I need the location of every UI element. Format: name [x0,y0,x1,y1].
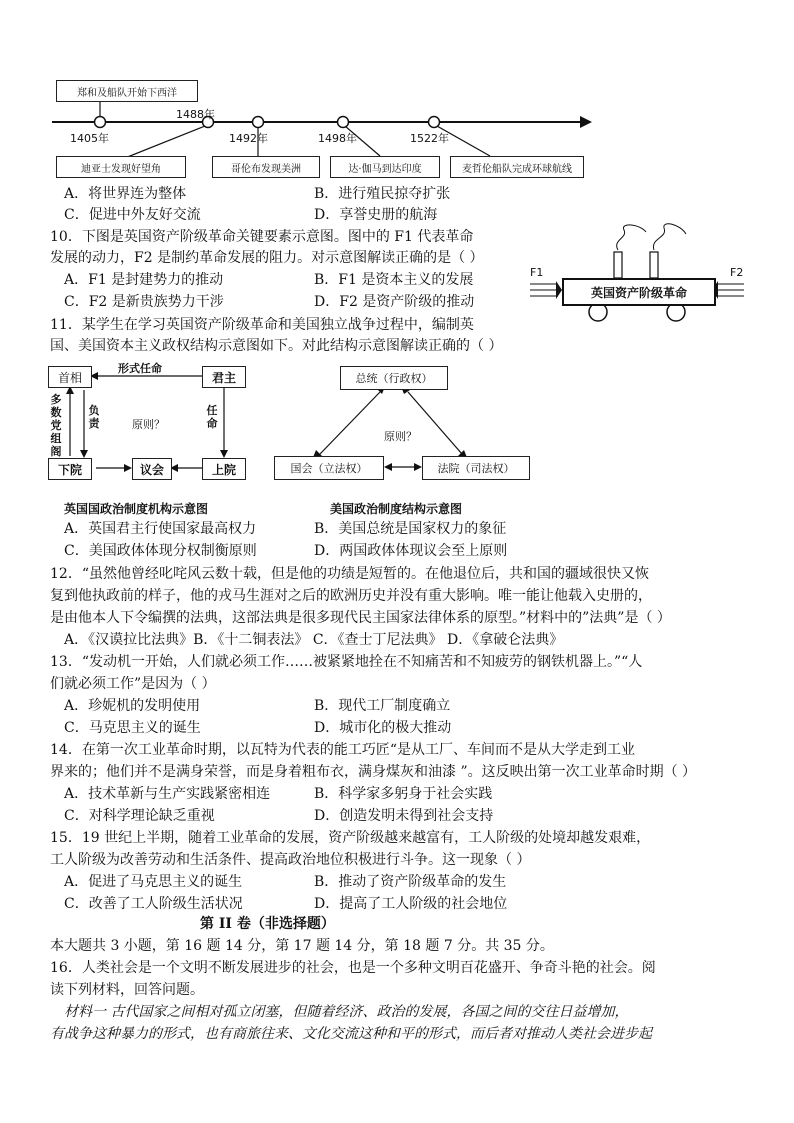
q16-line-2: 读下列材料，回答问题。 [50,982,204,998]
timeline-year-1522: 1522年 [410,132,449,145]
q15-option-d: D．提高了工人阶级的社会地位 [314,896,508,912]
q11-uk-appoint: 任命 [206,404,218,430]
q11-uk-principle: 原则？ [132,418,165,431]
q16-line-1: 16．人类社会是一个文明不断发展进步的社会，也是一个多种文明百花盛开、争奇斗艳的社会。阅 [50,960,656,976]
q11-uk-pm-box: 首相 [48,366,92,388]
q10-option-a: A．F1 是封建势力的推动 [64,272,224,288]
q10-option-b: B．F1 是资本主义的发展 [314,272,474,288]
q11-option-a: A．英国君主行使国家最高权力 [64,521,257,537]
q11-option-d: D．两国政体体现议会至上原则 [314,543,508,559]
q11-uk-majority-party: 多数党组阁 [50,393,62,458]
q11-uk-lower-box: 下院 [48,458,92,480]
q14-line-1: 14．在第一次工业革命时期，以瓦特为代表的能工巧匠“是从工厂、车间而不是从大学走到工业 [50,742,635,758]
q11-us-congress-box: 国会（立法权） [274,456,384,480]
q15-line-1: 15．19 世纪上半期，随着工业革命的发展，资产阶级越来越富有，工人阶级的处境却越发艰难， [50,830,651,846]
q9-option-c: C．促进中外友好交流 [64,207,201,223]
q12-options: A．《汉谟拉比法典》B．《十二铜表法》 C．《查士丁尼法典》 D．《拿破仑法典》 [64,632,564,648]
section-2-title: 第 II 卷（非选择题） [200,916,335,932]
q11-us-principle: 原则？ [384,430,417,443]
q11-option-b: B．美国总统是国家权力的象征 [314,521,507,537]
section-2-note: 本大题共 3 小题，第 16 题 14 分，第 17 题 14 分，第 18 题 7 分。共 35 分。 [50,938,554,954]
q16-material-2: 有战争这种暴力的形式，也有商旅往来、文化交流这种和平的形式，而后者对推动人类社会进步起 [50,1026,652,1042]
q9-option-a: A．将世界连为整体 [64,186,187,202]
q13-option-b: B．现代工厂制度确立 [314,698,451,714]
q15-option-a: A．促进了马克思主义的诞生 [64,874,243,890]
q13-line-1: 13．“发动机一开始，人们就必须工作……被紧紧地拴在不知痛苦和不知疲劳的钢铁机器上。”“人 [50,654,643,670]
q10-stem-2: 发展的动力，F2 是制约革命发展的阻力。对示意图解读正确的是（ ） [50,250,484,266]
q15-line-2: 工人阶级为改善劳动和生活条件、提高政治地位积极进行斗争。这一现象（ ） [50,852,531,868]
timeline-year-1498: 1498年 [318,132,357,145]
q11-us-caption: 美国政治制度结构示意图 [330,502,463,516]
q11-stem-1: 11．某学生在学习英国资产阶级革命和美国独立战争过程中，编制英 [50,317,474,333]
q9-option-d: D．享誉史册的航海 [314,207,438,223]
timeline-year-1405: 1405年 [70,132,109,145]
timeline-event-magellan: 麦哲伦船队完成环球航线 [450,156,584,178]
q10-option-c: C．F2 是新贵族势力干涉 [64,294,224,310]
timeline-top-event: 郑和及船队开始下西洋 [56,80,198,102]
q14-line-2: 界来的；他们并不是满身荣誉，而是身着粗布衣，满身煤灰和油漆 ”。这反映出第一次工业革命时期（ ） [50,764,697,780]
q9-option-b: B．进行殖民掠夺扩张 [314,186,451,202]
q10-f1-label: F1 [530,266,544,279]
q10-stem-1: 10．下图是英国资产阶级革命关键要素示意图。图中的 F1 代表革命 [50,229,474,245]
q10-f2-label: F2 [730,266,744,279]
q15-option-c: C．改善了工人阶级生活状况 [64,896,243,912]
q11-stem-2: 国、美国资本主义政权结构示意图如下。对此结构示意图解读正确的（ ） [50,338,503,354]
timeline-event-gama: 达·伽马到达印度 [330,156,440,178]
q14-option-d: D．创造发明未得到社会支持 [314,808,494,824]
q11-us-president-box: 总统（行政权） [340,366,448,390]
q13-option-c: C．马克思主义的诞生 [64,720,201,736]
q10-option-d: D．F2 是资产阶级的推动 [314,294,475,310]
q13-option-d: D．城市化的极大推动 [314,720,452,736]
q11-uk-monarch-box: 君主 [202,366,246,388]
q12-line-2: 复到他执政前的样子，他的戎马生涯对之后的欧洲历史并没有重大影响。唯一能让他载入史册的， [50,588,652,604]
q12-line-3: 是由他本人下令编撰的法典，这部法典是很多现代民主国家法律体系的原型。”材料中的”法典”是（ ） [50,610,671,626]
timeline-year-1492: 1492年 [229,132,268,145]
q15-option-b: B．推动了资产阶级革命的发生 [314,874,507,890]
q11-uk-responsible: 负责 [88,404,100,430]
q11-uk-upper-box: 上院 [202,458,246,480]
timeline-year-1488: 1488年 [176,108,215,121]
q11-uk-caption: 英国国政治制度机构示意图 [64,502,209,516]
q14-option-b: B．科学家多躬身于社会实践 [314,786,493,802]
q11-uk-diagram-lines [0,0,794,500]
timeline-event-dias: 迪亚士发现好望角 [56,156,186,178]
q12-line-1: 12．“虽然他曾经叱咤风云数十载，但是他的功绩是短暂的。在他退位后，共和国的疆域很快又恢 [50,566,649,582]
q10-revolution-box: 英国资产阶级革命 [562,278,716,306]
q13-line-2: 们就必须工作”是因为（ ） [50,676,216,692]
q16-material-1: 材料一 古代国家之间相对孤立闭塞，但随着经济、政治的发展，各国之间的交往日益增加， [64,1004,629,1020]
q11-uk-formal-appoint: 形式任命 [118,362,162,375]
q14-option-a: A．技术革新与生产实践紧密相连 [64,786,271,802]
q13-option-a: A．珍妮机的发明使用 [64,698,201,714]
q11-uk-parliament-box: 议会 [132,458,172,480]
q11-option-c: C．美国政体体现分权制衡原则 [64,543,257,559]
q14-option-c: C．对科学理论缺乏重视 [64,808,215,824]
q11-us-court-box: 法院（司法权） [422,456,530,480]
timeline-event-columbus: 哥伦布发现美洲 [212,156,320,178]
